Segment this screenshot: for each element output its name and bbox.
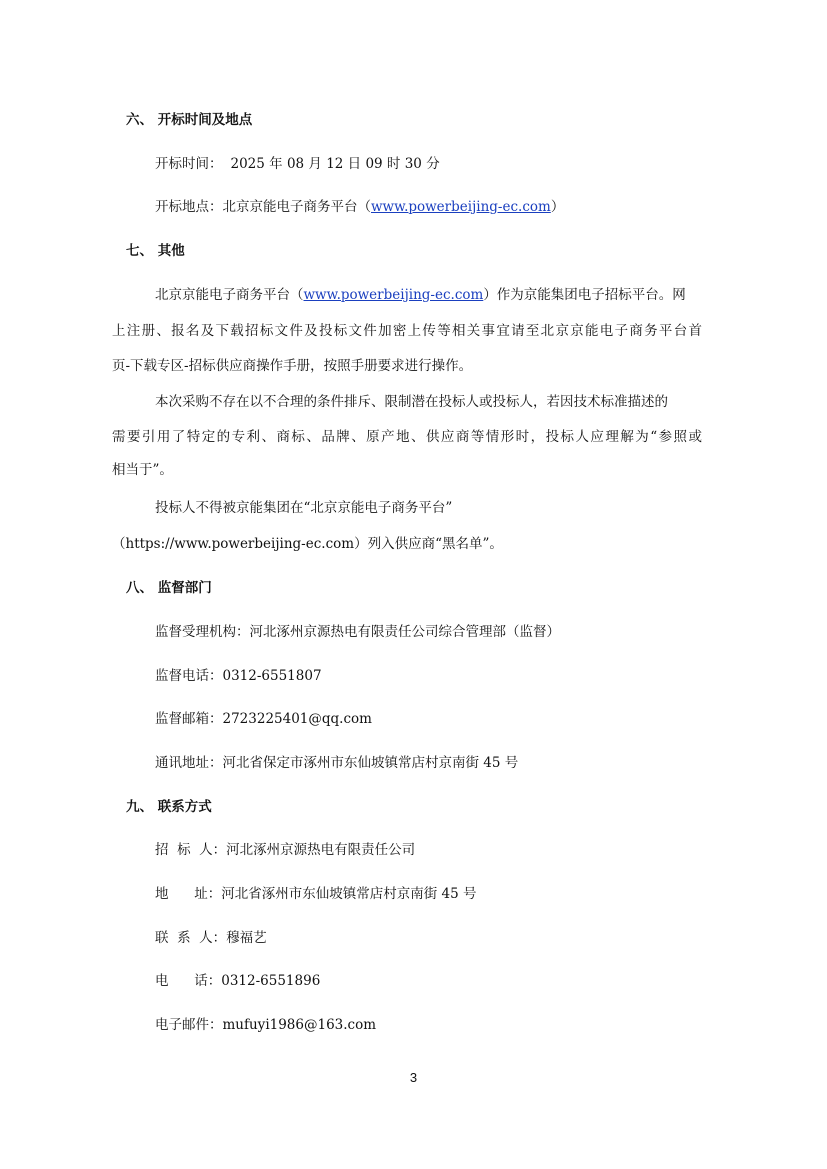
opening-place-value: 北京京能电子商务平台（ (222, 199, 371, 215)
opening-place (155, 195, 564, 215)
other-p3-line2: （https://www.powerbeijing-ec.com）列入供应商“黑名单”。 (112, 536, 503, 552)
supervision-email: 监督邮箱：2723225401@qq.com (155, 711, 372, 727)
page-number: 3 (409, 1070, 418, 1085)
contact-email: 电子邮件：mufuyi1986@163.com (155, 1017, 377, 1033)
platform-link[interactable]: www.powerbeijing-ec.com (371, 199, 551, 215)
opening-time-label: 开标时间： (155, 156, 223, 172)
other-p1-text-a: 北京京能电子商务平台（ (155, 287, 304, 303)
platform-link-2[interactable]: www.powerbeijing-ec.com (303, 287, 484, 303)
other-p1-text-b: ）作为京能集团电子招标平台。网 (483, 287, 686, 303)
supervision-phone: 监督电话：0312-6551807 (155, 668, 322, 684)
supervision-address: 通讯地址：河北省保定市涿州市东仙坡镇常店村京南街 45 号 (155, 755, 519, 771)
other-p2-line1: 本次采购不存在以不合理的条件排斥、限制潜在投标人或投标人，若因技术标准描述的 (155, 394, 668, 410)
contact-address: 地 址：河北省涿州市东仙坡镇常店村京南街 45 号 (155, 886, 477, 902)
other-p2-line3: 相当于”。 (112, 462, 173, 478)
section-6-heading: 六、 开标时间及地点 (126, 112, 253, 128)
section-8-heading: 八、 监督部门 (126, 580, 212, 596)
other-p3-line1: 投标人不得被京能集团在“北京京能电子商务平台” (155, 500, 453, 516)
contact-phone: 电 话：0312-6551896 (155, 973, 321, 989)
section-7-heading: 七、 其他 (126, 243, 185, 259)
other-p1-line3: 页-下载专区-招标供应商操作手册，按照手册要求进行操作。 (112, 358, 473, 374)
supervision-org: 监督受理机构：河北涿州京源热电有限责任公司综合管理部（监督） (155, 624, 560, 640)
opening-place-close: ） (550, 199, 565, 215)
section-9-heading: 九、 联系方式 (126, 799, 212, 815)
opening-place-label: 开标地点： (155, 199, 223, 215)
opening-time-value: 2025 年 08 月 12 日 09 时 30 分 (230, 156, 440, 172)
opening-time (155, 152, 440, 172)
other-p1-line1 (155, 283, 686, 303)
contact-person: 联 系 人：穆福艺 (155, 930, 267, 946)
contact-tenderer: 招 标 人：河北涿州京源热电有限责任公司 (155, 842, 416, 858)
other-p2-line2: 需要引用了特定的专利、商标、品牌、原产地、供应商等情形时，投标人应理解为“参照或 (112, 429, 702, 445)
other-p1-line2: 上注册、报名及下载招标文件及投标文件加密上传等相关事宜请至北京京能电子商务平台首 (112, 323, 702, 339)
